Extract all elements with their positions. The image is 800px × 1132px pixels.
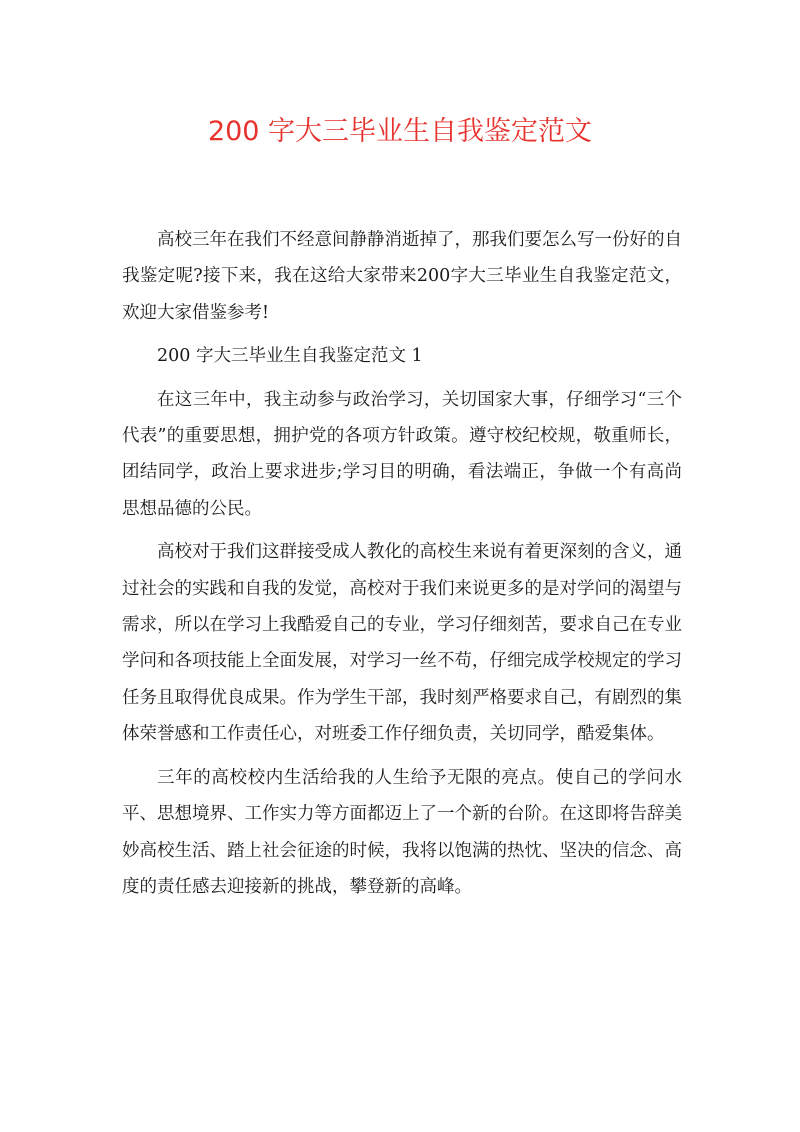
document-title: 200 字大三毕业生自我鉴定范文 bbox=[207, 116, 593, 147]
section-heading: 200 字大三毕业生自我鉴定范文 1 bbox=[157, 346, 423, 367]
document-body bbox=[122, 222, 682, 912]
body-paragraph: 三年的高校校内生活给我的人生给予无限的亮点。使自己的学问水平、思想境界、工作实力等方面都迈上了一个新的台阶。在这即将告辞美妙高校生活、踏上社会征途的时候，我将以饱满的热忱、坚决的信念、高度的责任感去迎接新的挑战，攀登新的高峰。 bbox=[122, 767, 682, 897]
body-paragraph: 在这三年中，我主动参与政治学习，关切国家大事，仔细学习“三个代表”的重要思想，拥护党的各项方针政策。遵守校纪校规，敬重师长，团结同学，政治上要求进步;学习目的明确，看法端正，争做一个有高尚思想品德的公民。 bbox=[122, 389, 682, 519]
body-paragraph: 高校对于我们这群接受成人教化的高校生来说有着更深刻的含义，通过社会的实践和自我的发觉，高校对于我们来说更多的是对学问的渴望与需求，所以在学习上我酷爱自己的专业，学习仔细刻苦，要求自己在专业学问和各项技能上全面发展，对学习一丝不苟，仔细完成学校规定的学习任务且取得优良成果。作为学生干部，我时刻严格要求自己，有剧烈的集体荣誉感和工作责任心，对班委工作仔细负责，关切同学，酷爱集体。 bbox=[122, 542, 682, 745]
intro-paragraph: 高校三年在我们不经意间静静消逝掉了，那我们要怎么写一份好的自我鉴定呢?接下来，我在这给大家带来200字大三毕业生自我鉴定范文，欢迎大家借鉴参考! bbox=[122, 230, 682, 323]
